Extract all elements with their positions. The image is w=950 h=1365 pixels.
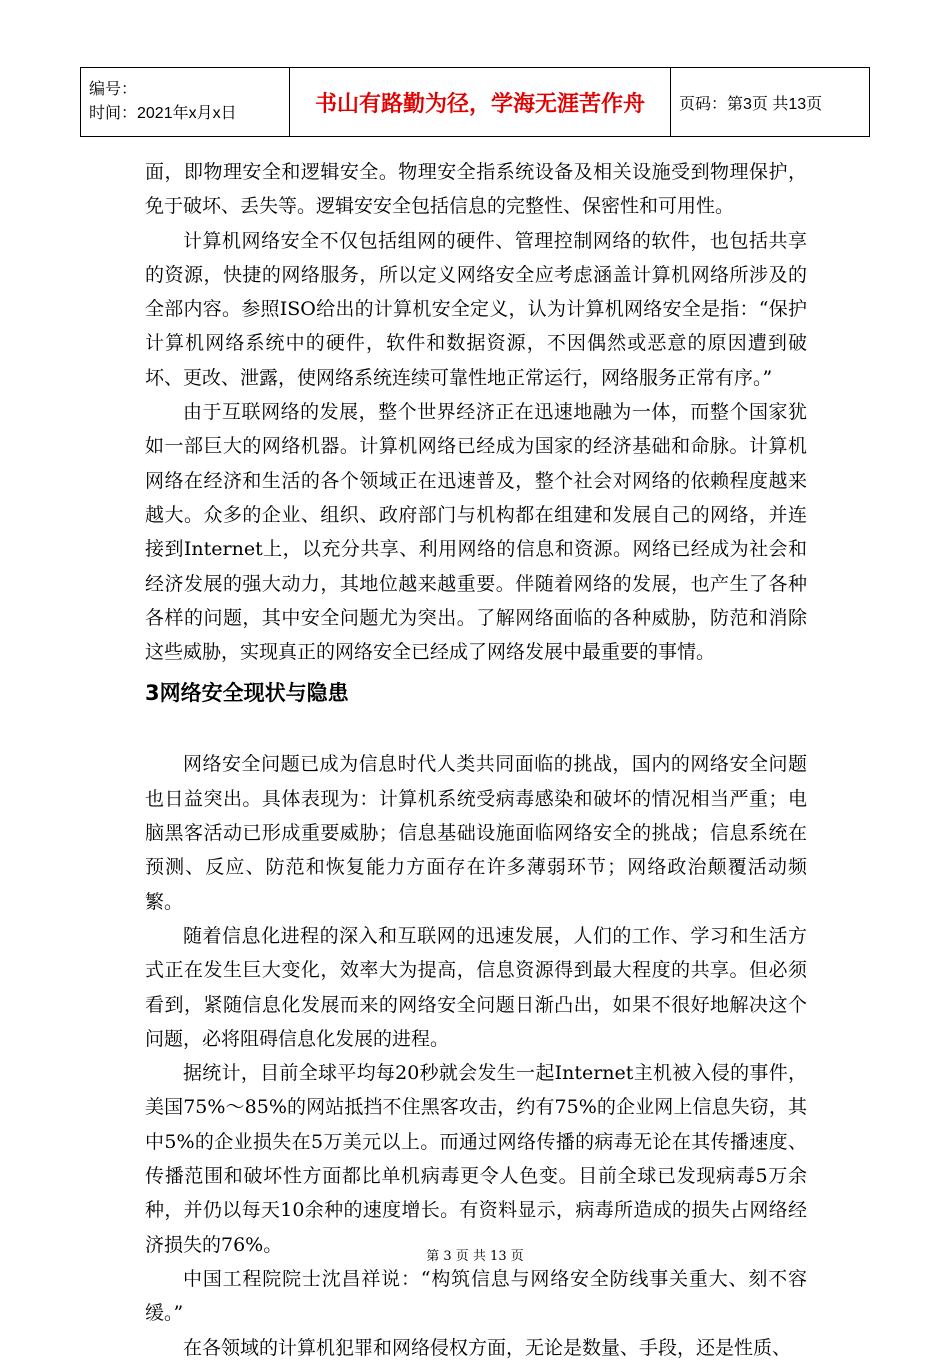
- paragraph: 随着信息化进程的深入和互联网的迅速发展，人们的工作、学习和生活方式正在发生巨大变化，效率大为提高，信息资源得到最大程度的共享。但必须看到，紧随信息化发展而来的网络安全问题日渐凸出，如果不很好地解决这个问题，必将阻碍信息化发展的进程。: [145, 924, 807, 1050]
- paragraph: 网络安全问题已成为信息时代人类共同面临的挑战，国内的网络安全问题也日益突出。具体表现为：计算机系统受病毒感染和破坏的情况相当严重；电脑黑客活动已形成重要威胁；信息基础设施面临网络安全的挑战；信息系统在预测、反应、防范和恢复能力方面存在许多薄弱环节；网络政治颠覆活动频繁。: [145, 753, 807, 913]
- page-footer: 第 3 页 共 13 页: [426, 1249, 524, 1264]
- document-time-label: 时间：2021年x月x日: [89, 105, 237, 122]
- document-number-label: 编号：: [89, 81, 138, 98]
- document-body: [145, 155, 807, 1365]
- paragraph: 由于互联网络的发展，整个世界经济正在迅速地融为一体，而整个国家犹如一部巨大的网络机器。计算机网络已经成为国家的经济基础和命脉。计算机网络在经济和生活的各个领域正在迅速普及，整个社会对网络的依赖程度越来越大。众多的企业、组织、政府部门与机构都在组建和发展自己的网络，并连接到Internet上，以充分共享、利用网络的信息和资源。网络已经成为社会和经济发展的强大动力，其地位越来越重要。伴随着网络的发展，也产生了各种各样的问题，其中安全问题尤为突出。了解网络面临的各种威胁，防范和消除这些威胁，实现真正的网络安全已经成了网络发展中最重要的事情。: [145, 401, 807, 664]
- header-motto: 书山有路勤为径，学海无涯苦作舟: [290, 68, 671, 137]
- header-meta-cell: [81, 68, 290, 137]
- paragraph: 中国工程院院士沈昌祥说：“构筑信息与网络安全防线事关重大、刻不容缓。”: [145, 1267, 807, 1325]
- document-header: [80, 67, 870, 137]
- paragraph: 在各领域的计算机犯罪和网络侵权方面，无论是数量、手段，还是性质、: [183, 1336, 792, 1359]
- header-page-label: 页码：第3页 共13页: [671, 68, 870, 137]
- paragraph: 计算机网络安全不仅包括组网的硬件、管理控制网络的软件，也包括共享的资源，快捷的网络服务，所以定义网络安全应考虑涵盖计算机网络所涉及的全部内容。参照ISO给出的计算机安全定义，认为计算机网络安全是指：“保护计算机网络系统中的硬件，软件和数据资源，不因偶然或恶意的原因遭到破坏、更改、泄露，使网络系统连续可靠性地正常运行，网络服务正常有序。”: [145, 229, 807, 389]
- paragraph: 面，即物理安全和逻辑安全。物理安全指系统设备及相关设施受到物理保护，免于破坏、丢失等。逻辑安安全包括信息的完整性、保密性和可用性。: [145, 161, 807, 218]
- paragraph: 据统计，目前全球平均每20秒就会发生一起Internet主机被入侵的事件，美国75%～85%的网站抵挡不住黑客攻击，约有75%的企业网上信息失窃，其中5%的企业损失在5万美元以上。而通过网络传播的病毒无论在其传播速度、传播范围和破坏性方面都比单机病毒更令人色变。目前全球已发现病毒5万余种，并仍以每天10余种的速度增长。有资料显示，病毒所造成的损失占网络经济损失的76%。: [145, 1062, 807, 1256]
- section-heading: 3网络安全现状与隐患: [145, 681, 349, 706]
